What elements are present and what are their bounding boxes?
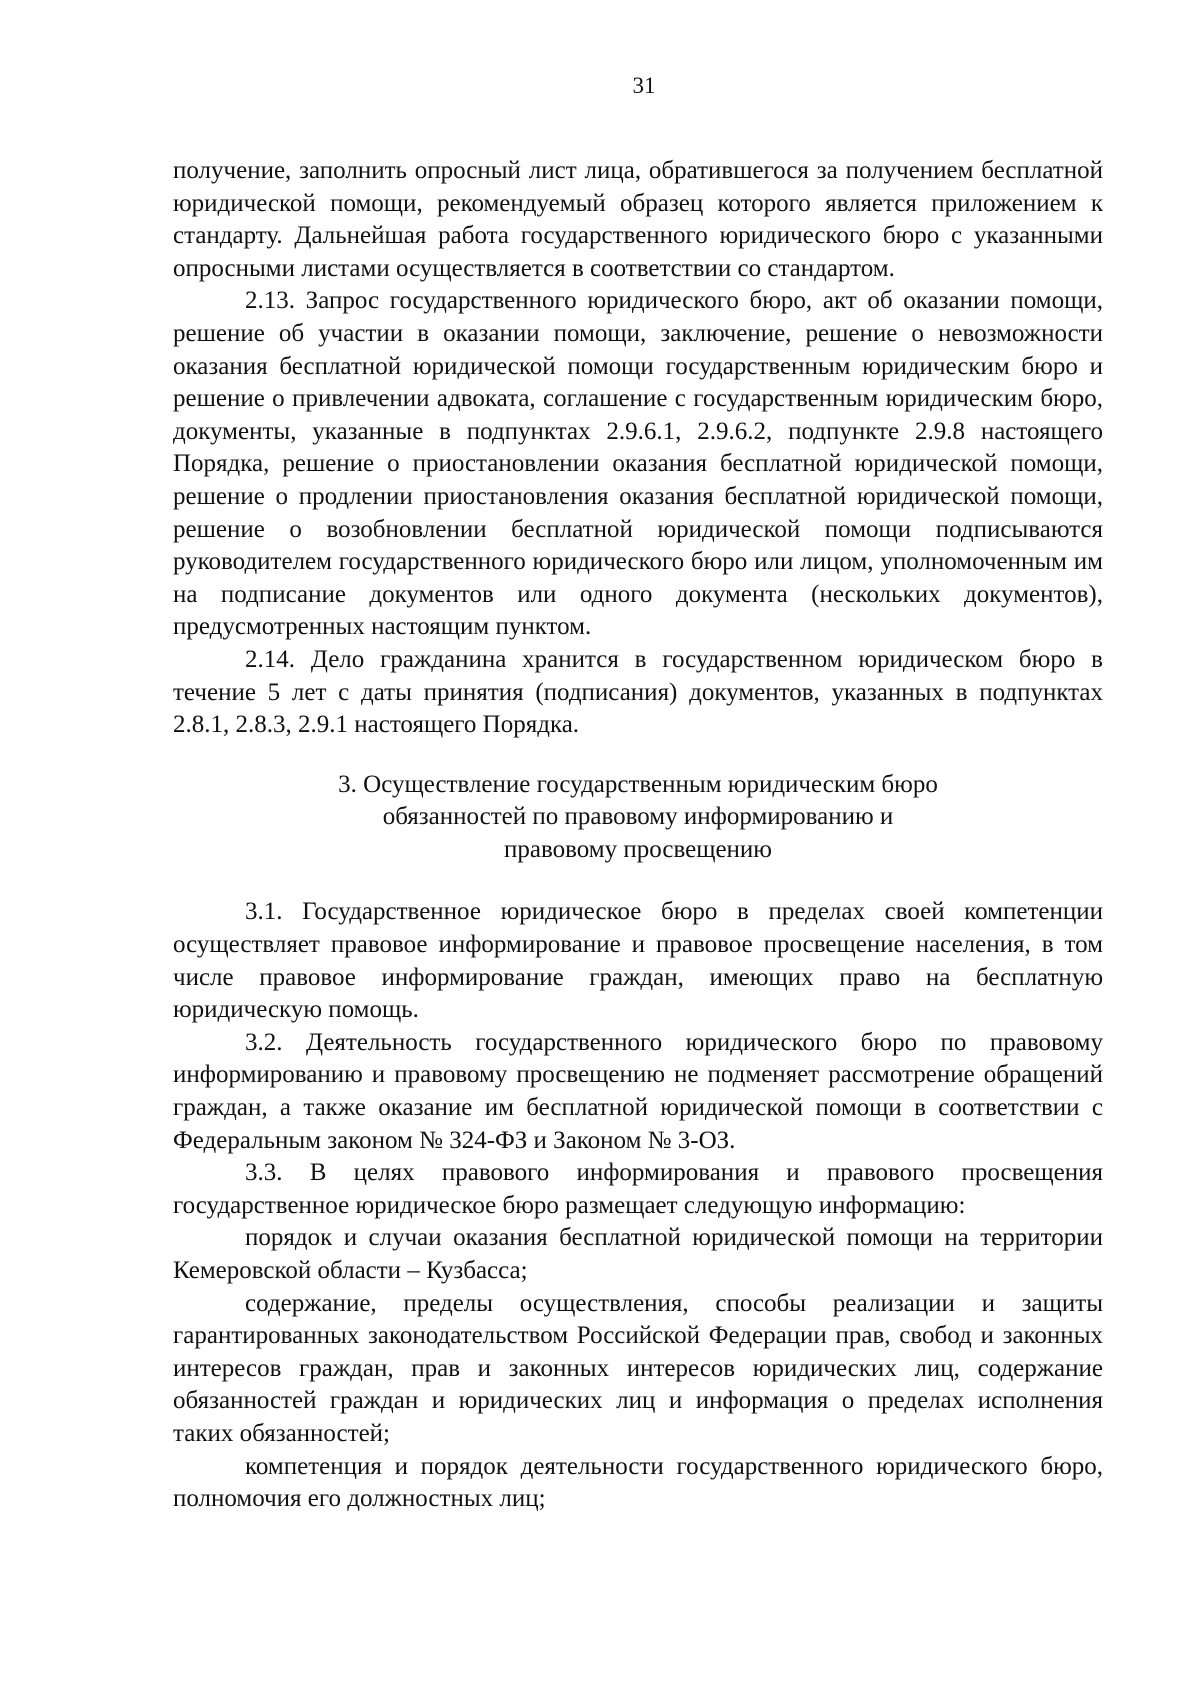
paragraph-3-3: 3.3. В целях правового информирования и правового просвещения государственное юридическое бюро размещает следующую информацию: <box>173 1159 1103 1219</box>
list-item-procedure: порядок и случаи оказания бесплатной юридической помощи на территории Кемеровской области – Кузбасса; <box>173 1224 1103 1284</box>
list-item-competence: компетенция и порядок деятельности государственного юридического бюро, полномочия его должностных лиц; <box>173 1452 1103 1513</box>
paragraph-3-1: 3.1. Государственное юридическое бюро в пределах своей компетенции осуществляет правовое информирование и правовое просвещение населения, в том числе правовое информирование граждан, имеющих право на бесплатную юридическую помощь. <box>173 898 1103 1024</box>
page-number: 31 <box>632 73 656 98</box>
section-heading <box>173 769 1103 867</box>
section-heading-line: правовому просвещению <box>504 835 772 863</box>
list-item-rights-content: содержание, пределы осуществления, способы реализации и защиты гарантированных законодательством Российской Федерации прав, свобод и законных интересов граждан, прав и законных интересов юридических лиц, содержание обязанностей граждан и юридических лиц и информация о пределах исполнения таких обязанностей; <box>173 1289 1103 1447</box>
paragraph-3-2: 3.2. Деятельность государственного юридического бюро по правовому информированию и правовому просвещению не подменяет рассмотрение обращений граждан, а также оказание им бесплатной юридической помощи в соответствии с Федеральным законом № 324-ФЗ и Законом № 3-ОЗ. <box>173 1028 1103 1154</box>
section-heading-line: 3. Осуществление государственным юридическим бюро <box>338 770 938 798</box>
document-body <box>173 155 1103 1516</box>
paragraph-2-14: 2.14. Дело гражданина хранится в государственном юридическом бюро в течение 5 лет с даты принятия (подписания) документов, указанных в подпунктах 2.8.1, 2.8.3, 2.9.1 настоящего Порядка. <box>173 645 1103 739</box>
paragraph-continuation: получение, заполнить опросный лист лица, обратившегося за получением бесплатной юридической помощи, рекомендуемый образец которого является приложением к стандарту. Дальнейшая работа государственного юридического бюро с указанными опросными листами осуществляется в соответствии со стандартом. <box>173 157 1103 282</box>
section-heading-line: обязанностей по правовому информированию и <box>382 803 894 831</box>
paragraph-2-13: 2.13. Запрос государственного юридического бюро, акт об оказании помощи, решение об участии в оказании помощи, заключение, решение о невозможности оказания бесплатной юридической помощи государственным юридическим бюро и решение о привлечении адвоката, соглашение с государственным юридическим бюро, документы, указанные в подпунктах 2.9.6.1, 2.9.6.2, подпункте 2.9.8 настоящего Порядка, решение о приостановлении оказания бесплатной юридической помощи, решение о продлении приостановления оказания бесплатной юридической помощи, решение о возобновлении бесплатной юридической помощи подписываются руководителем государственного юридического бюро или лицом, уполномоченным им на подписание документов или одного документа (нескольких документов), предусмотренных настоящим пунктом. <box>173 287 1103 641</box>
